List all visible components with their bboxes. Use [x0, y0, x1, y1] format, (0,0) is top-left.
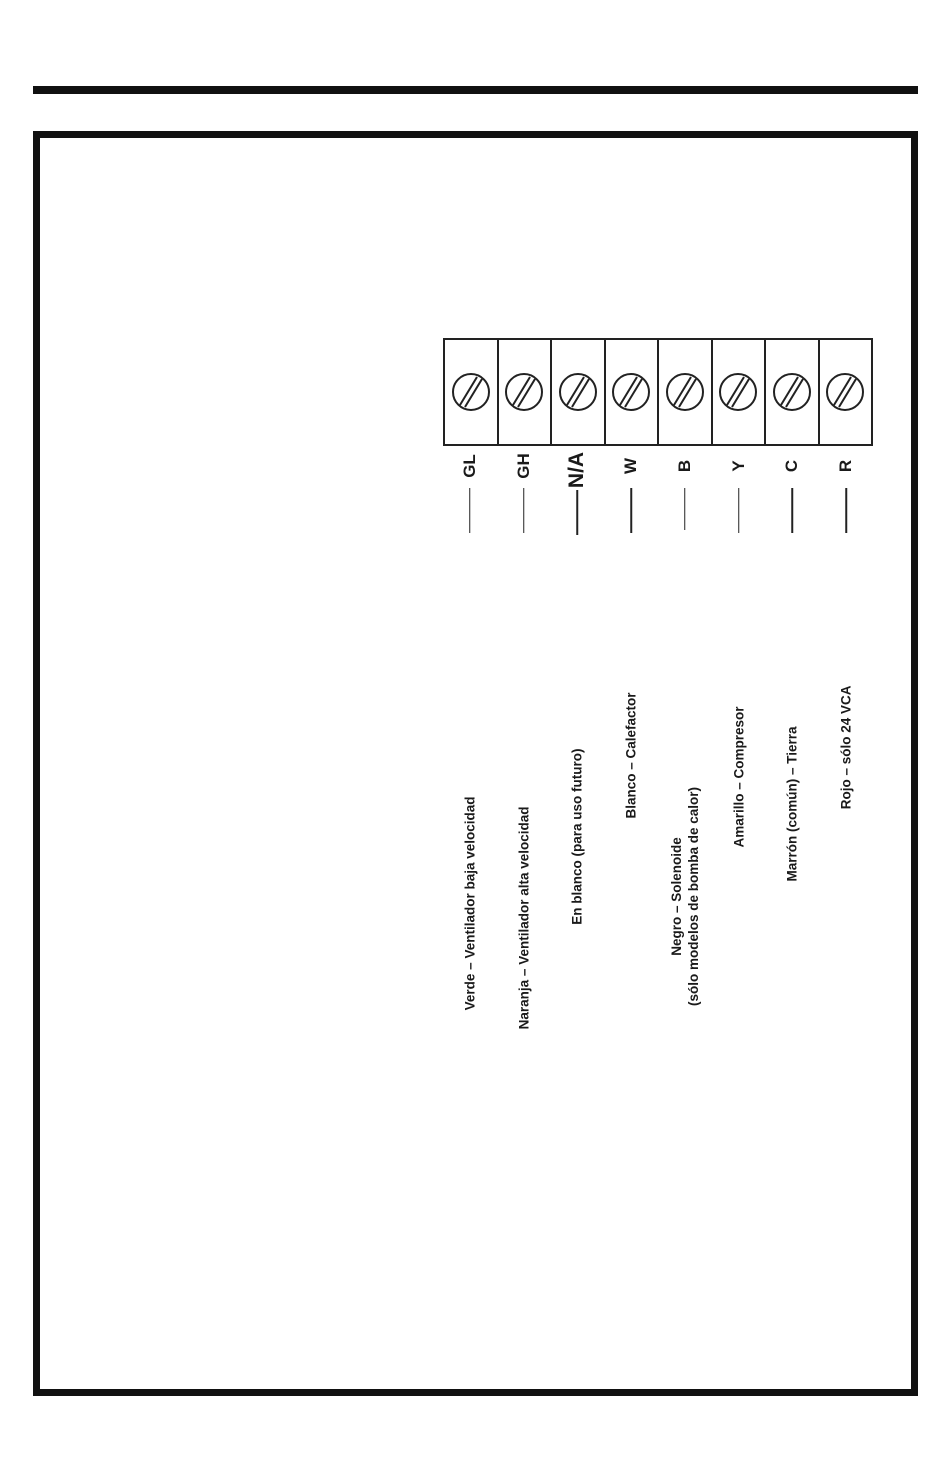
terminal-description	[730, 707, 747, 848]
terminal-code: N/A	[565, 451, 589, 489]
description-line-2: (sólo modelos de bomba de calor)	[685, 787, 701, 1007]
terminal-description	[784, 727, 801, 882]
terminal-cell	[499, 340, 553, 444]
description-line: En blanco (para uso futuro)	[569, 748, 585, 925]
top-rule	[33, 86, 918, 94]
lead-line	[845, 488, 847, 533]
terminal-code: GH	[513, 453, 533, 479]
description-line: Verde – Ventilador baja velocidad	[462, 796, 478, 1011]
screw-icon	[558, 372, 598, 412]
terminal-code: C	[782, 459, 802, 473]
terminal-label-group	[565, 450, 589, 925]
terminal-code: B	[674, 459, 694, 473]
lead-line	[738, 488, 740, 533]
screw-icon	[504, 372, 544, 412]
terminal-description	[569, 749, 586, 925]
terminal-description	[623, 693, 640, 819]
terminal-label-group	[619, 450, 643, 819]
terminal-label-group	[780, 450, 804, 882]
lead-line	[630, 488, 632, 533]
screw-icon	[611, 372, 651, 412]
terminal-label-group	[727, 450, 751, 848]
terminal-code: W	[621, 457, 641, 475]
terminal-label-group	[458, 450, 482, 1011]
screw-icon	[665, 372, 705, 412]
terminal-label-group	[668, 450, 701, 1007]
terminal-code: GL	[459, 454, 479, 478]
terminal-code: R	[836, 459, 856, 473]
screw-icon	[772, 372, 812, 412]
screw-icon	[718, 372, 758, 412]
lead-line	[792, 488, 794, 533]
terminal-description	[515, 807, 532, 1030]
terminal-cell	[552, 340, 606, 444]
description-line: Naranja – Ventilador alta velocidad	[516, 806, 532, 1030]
terminal-cell	[766, 340, 820, 444]
description-line: Negro – Solenoide	[668, 837, 684, 956]
description-line: Marrón (común) – Tierra	[784, 726, 800, 882]
terminal-description	[838, 686, 855, 810]
terminal-label-group	[512, 450, 536, 1030]
terminal-label-group	[834, 450, 858, 810]
terminal-cell	[659, 340, 713, 444]
screw-icon	[825, 372, 865, 412]
lead-line	[523, 488, 525, 533]
terminal-description	[668, 787, 702, 1006]
screw-icon	[451, 372, 491, 412]
terminal-cell	[445, 340, 499, 444]
terminal-code: Y	[728, 460, 748, 472]
lead-line	[684, 488, 686, 530]
lead-line	[469, 488, 471, 533]
lead-line	[577, 490, 579, 535]
terminal-cell	[606, 340, 660, 444]
description-line: Blanco – Calefactor	[623, 692, 639, 819]
terminal-cell	[820, 340, 872, 444]
terminal-cell	[713, 340, 767, 444]
terminal-strip	[443, 338, 873, 446]
terminal-description	[461, 797, 478, 1011]
description-line: Amarillo – Compresor	[731, 706, 747, 848]
description-line: Rojo – sólo 24 VCA	[838, 685, 854, 810]
